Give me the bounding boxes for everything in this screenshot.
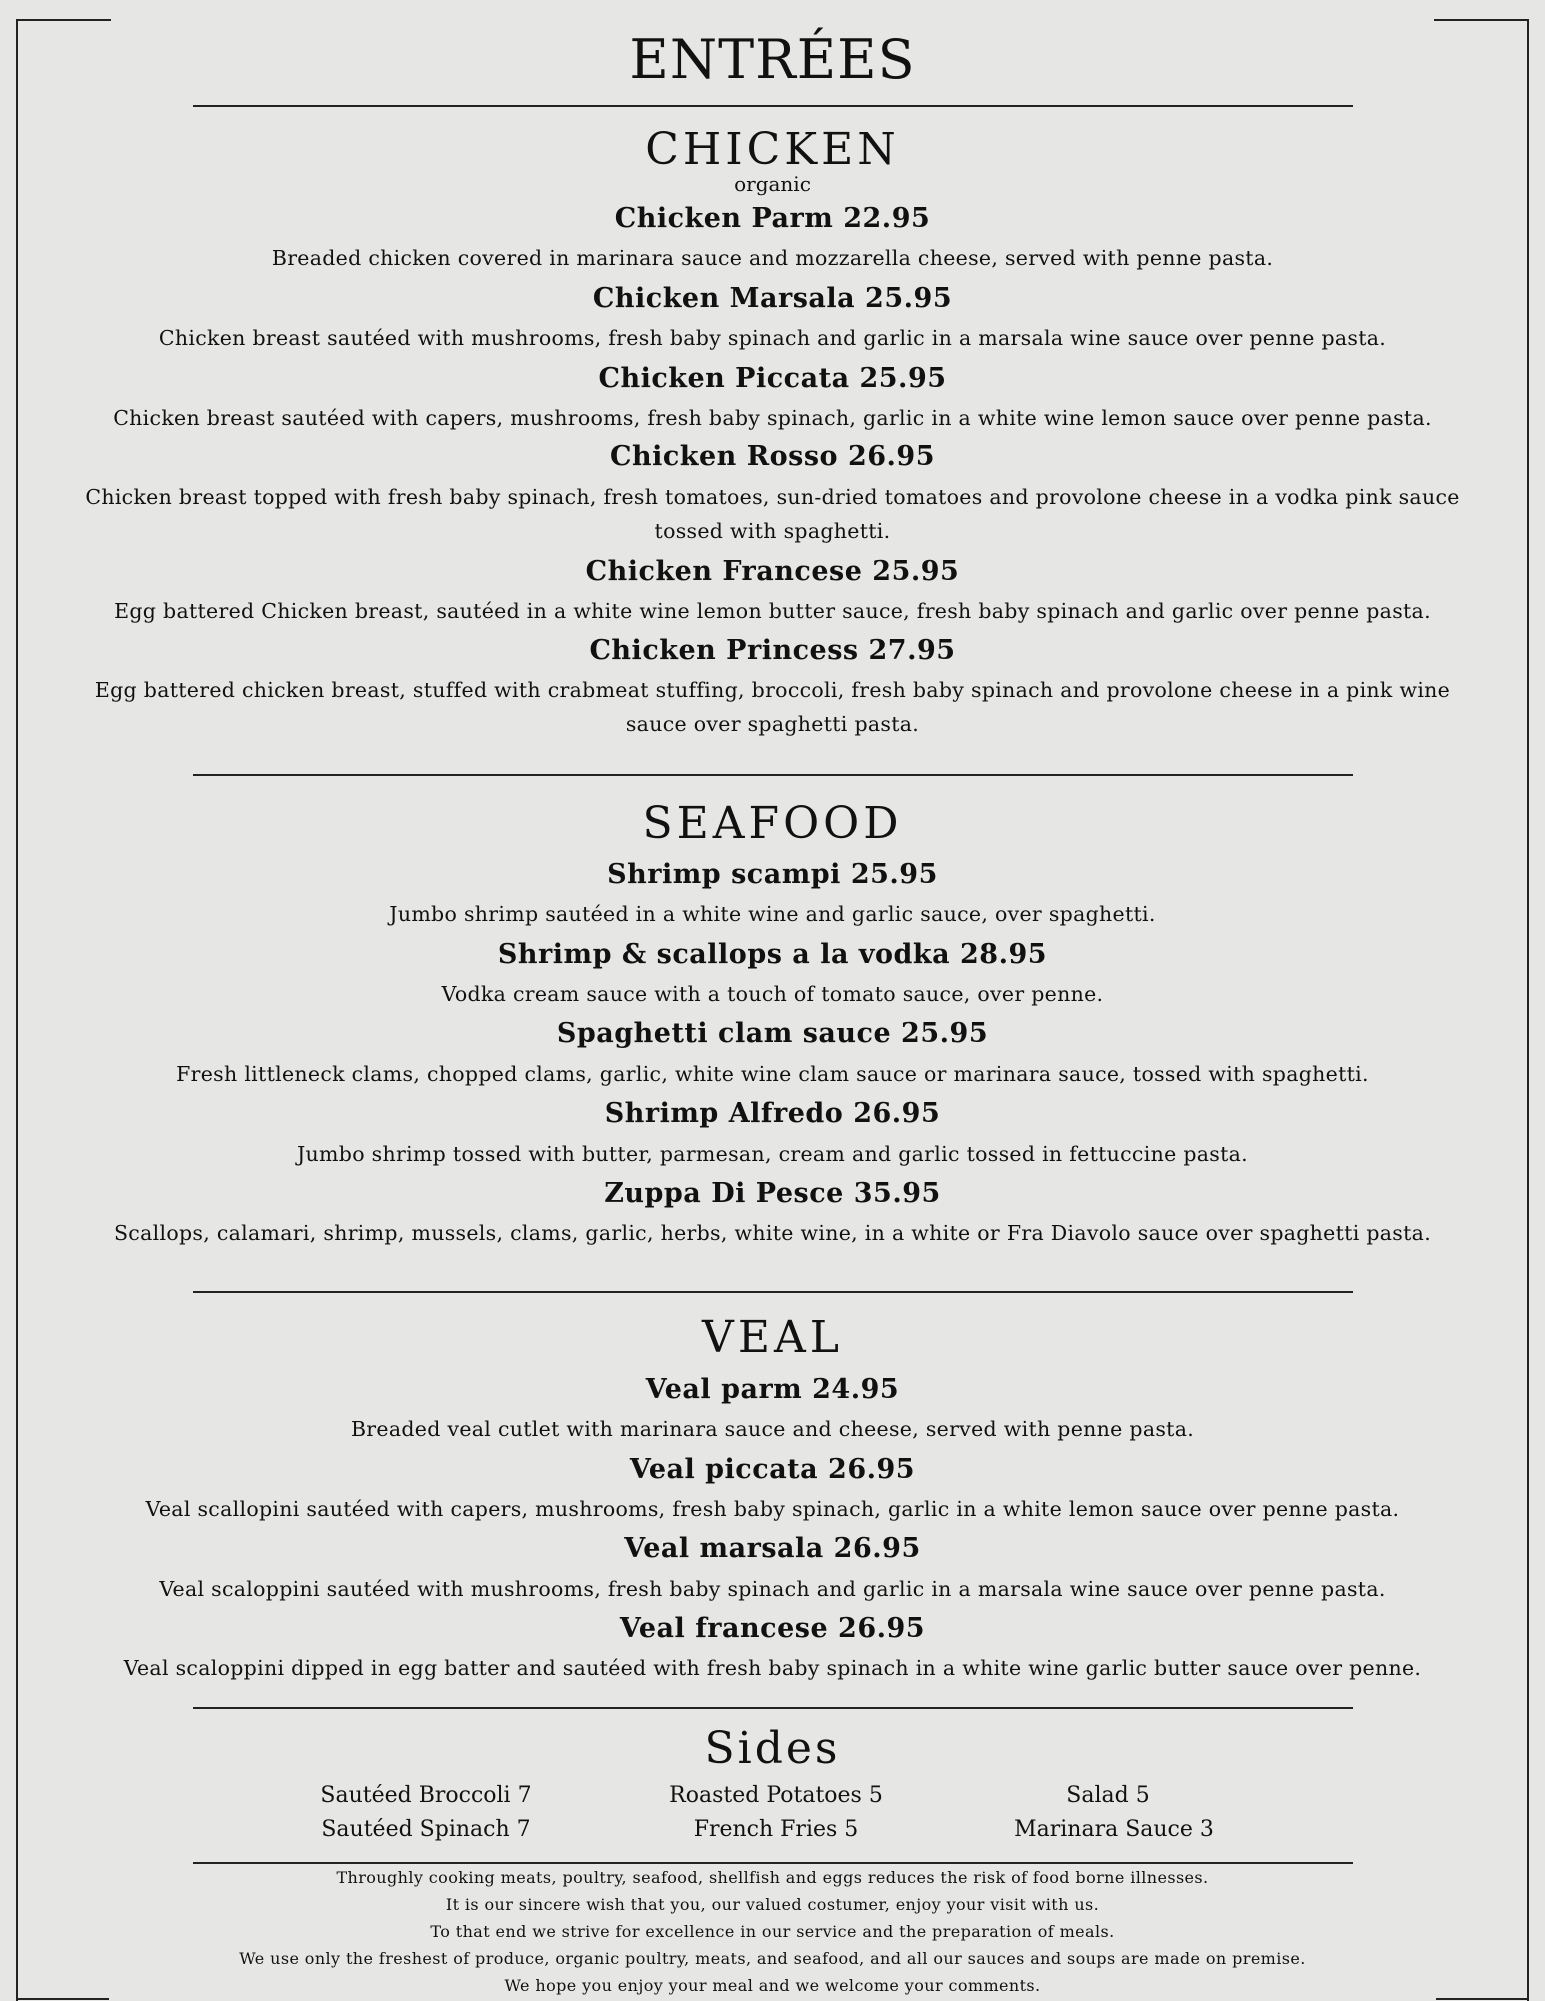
dish-name: Shrimp & scallops a la vodka 28.95 xyxy=(497,939,1048,970)
dish-name: Shrimp scampi 25.95 xyxy=(607,859,938,890)
footer-note: We hope you enjoy your meal and we welcome your comments. xyxy=(504,1976,1041,1995)
divider xyxy=(193,1707,1353,1709)
dish-name: Veal parm 24.95 xyxy=(645,1374,900,1405)
side-item: Sautéed Broccoli 7 xyxy=(320,1783,532,1808)
side-item: Salad 5 xyxy=(1066,1783,1150,1808)
divider xyxy=(193,1862,1353,1864)
dish-name: Chicken Rosso 26.95 xyxy=(609,441,936,472)
dish-description: Breaded veal cutlet with marinara sauce and cheese, served with penne pasta. xyxy=(350,1417,1195,1441)
dish-description: tossed with spaghetti. xyxy=(654,519,891,543)
page-title: ENTRÉES xyxy=(629,28,916,91)
footer-note: To that end we strive for excellence in our service and the preparation of meals. xyxy=(430,1922,1115,1941)
dish-name: Chicken Piccata 25.95 xyxy=(598,363,947,394)
dish-description: Scallops, calamari, shrimp, mussels, clams, garlic, herbs, white wine, in a white or Fra Diavolo sauce over spaghetti pasta. xyxy=(113,1221,1432,1245)
dish-description: Chicken breast sautéed with capers, mushrooms, fresh baby spinach, garlic in a white wine lemon sauce over penne pasta. xyxy=(113,406,1432,430)
dish-description: Veal scaloppini dipped in egg batter and sautéed with fresh baby spinach in a white wine garlic butter sauce over penne. xyxy=(123,1656,1422,1680)
side-item: Sautéed Spinach 7 xyxy=(321,1817,531,1842)
dish-name: Chicken Parm 22.95 xyxy=(614,203,931,234)
dish-name: Chicken Francese 25.95 xyxy=(585,556,960,587)
dish-name: Veal marsala 26.95 xyxy=(624,1533,921,1564)
section-heading-chicken: CHICKEN xyxy=(645,124,900,175)
section-heading-sides: Sides xyxy=(704,1723,841,1774)
section-heading-veal: VEAL xyxy=(702,1312,843,1363)
section-heading-seafood: SEAFOOD xyxy=(642,798,903,849)
dish-description: Egg battered chicken breast, stuffed with crabmeat stuffing, broccoli, fresh baby spinach and provolone cheese in a pink wine xyxy=(94,678,1451,702)
section-subtitle-chicken: organic xyxy=(734,172,811,196)
side-item: Roasted Potatoes 5 xyxy=(669,1783,883,1808)
dish-description: Jumbo shrimp sautéed in a white wine and garlic sauce, over spaghetti. xyxy=(389,902,1156,926)
dish-name: Spaghetti clam sauce 25.95 xyxy=(556,1018,989,1049)
footer-note: We use only the freshest of produce, organic poultry, meats, and seafood, and all our sauces and soups are made on premise. xyxy=(239,1949,1306,1968)
dish-description: Vodka cream sauce with a touch of tomato sauce, over penne. xyxy=(441,982,1104,1006)
divider xyxy=(193,105,1353,107)
side-item: Marinara Sauce 3 xyxy=(1014,1817,1214,1842)
dish-description: Chicken breast sautéed with mushrooms, fresh baby spinach and garlic in a marsala wine sauce over penne pasta. xyxy=(158,326,1387,350)
dish-description: Jumbo shrimp tossed with butter, parmesan, cream and garlic tossed in fettuccine pasta. xyxy=(297,1142,1248,1166)
dish-name: Shrimp Alfredo 26.95 xyxy=(604,1098,941,1129)
dish-name: Veal francese 26.95 xyxy=(619,1613,926,1644)
dish-description: sauce over spaghetti pasta. xyxy=(625,712,920,736)
dish-name: Zuppa Di Pesce 35.95 xyxy=(604,1178,941,1209)
dish-name: Chicken Marsala 25.95 xyxy=(592,283,953,314)
dish-description: Breaded chicken covered in marinara sauce and mozzarella cheese, served with penne pasta. xyxy=(271,246,1274,270)
dish-description: Chicken breast topped with fresh baby spinach, fresh tomatoes, sun-dried tomatoes and provolone cheese in a vodka pink sauce xyxy=(85,485,1460,509)
frame-border-left xyxy=(16,19,111,2001)
dish-description: Veal scaloppini sautéed with mushrooms, fresh baby spinach and garlic in a marsala wine sauce over penne pasta. xyxy=(159,1577,1386,1601)
dish-name: Chicken Princess 27.95 xyxy=(589,635,956,666)
dish-description: Fresh littleneck clams, chopped clams, garlic, white wine clam sauce or marinara sauce, tossed with spaghetti. xyxy=(176,1062,1369,1086)
footer-note: Throughly cooking meats, poultry, seafood, shellfish and eggs reduces the risk of food borne illnesses. xyxy=(336,1868,1209,1887)
dish-description: Egg battered Chicken breast, sautéed in a white wine lemon butter sauce, fresh baby spinach and garlic over penne pasta. xyxy=(114,599,1431,623)
dish-description: Veal scallopini sautéed with capers, mushrooms, fresh baby spinach, garlic in a white lemon sauce over penne pasta. xyxy=(145,1497,1400,1521)
divider xyxy=(193,774,1353,776)
divider xyxy=(193,1291,1353,1293)
dish-name: Veal piccata 26.95 xyxy=(629,1454,916,1485)
frame-border-right xyxy=(1434,19,1529,2001)
side-item: French Fries 5 xyxy=(693,1817,859,1842)
footer-note: It is our sincere wish that you, our valued costumer, enjoy your visit with us. xyxy=(445,1895,1100,1914)
